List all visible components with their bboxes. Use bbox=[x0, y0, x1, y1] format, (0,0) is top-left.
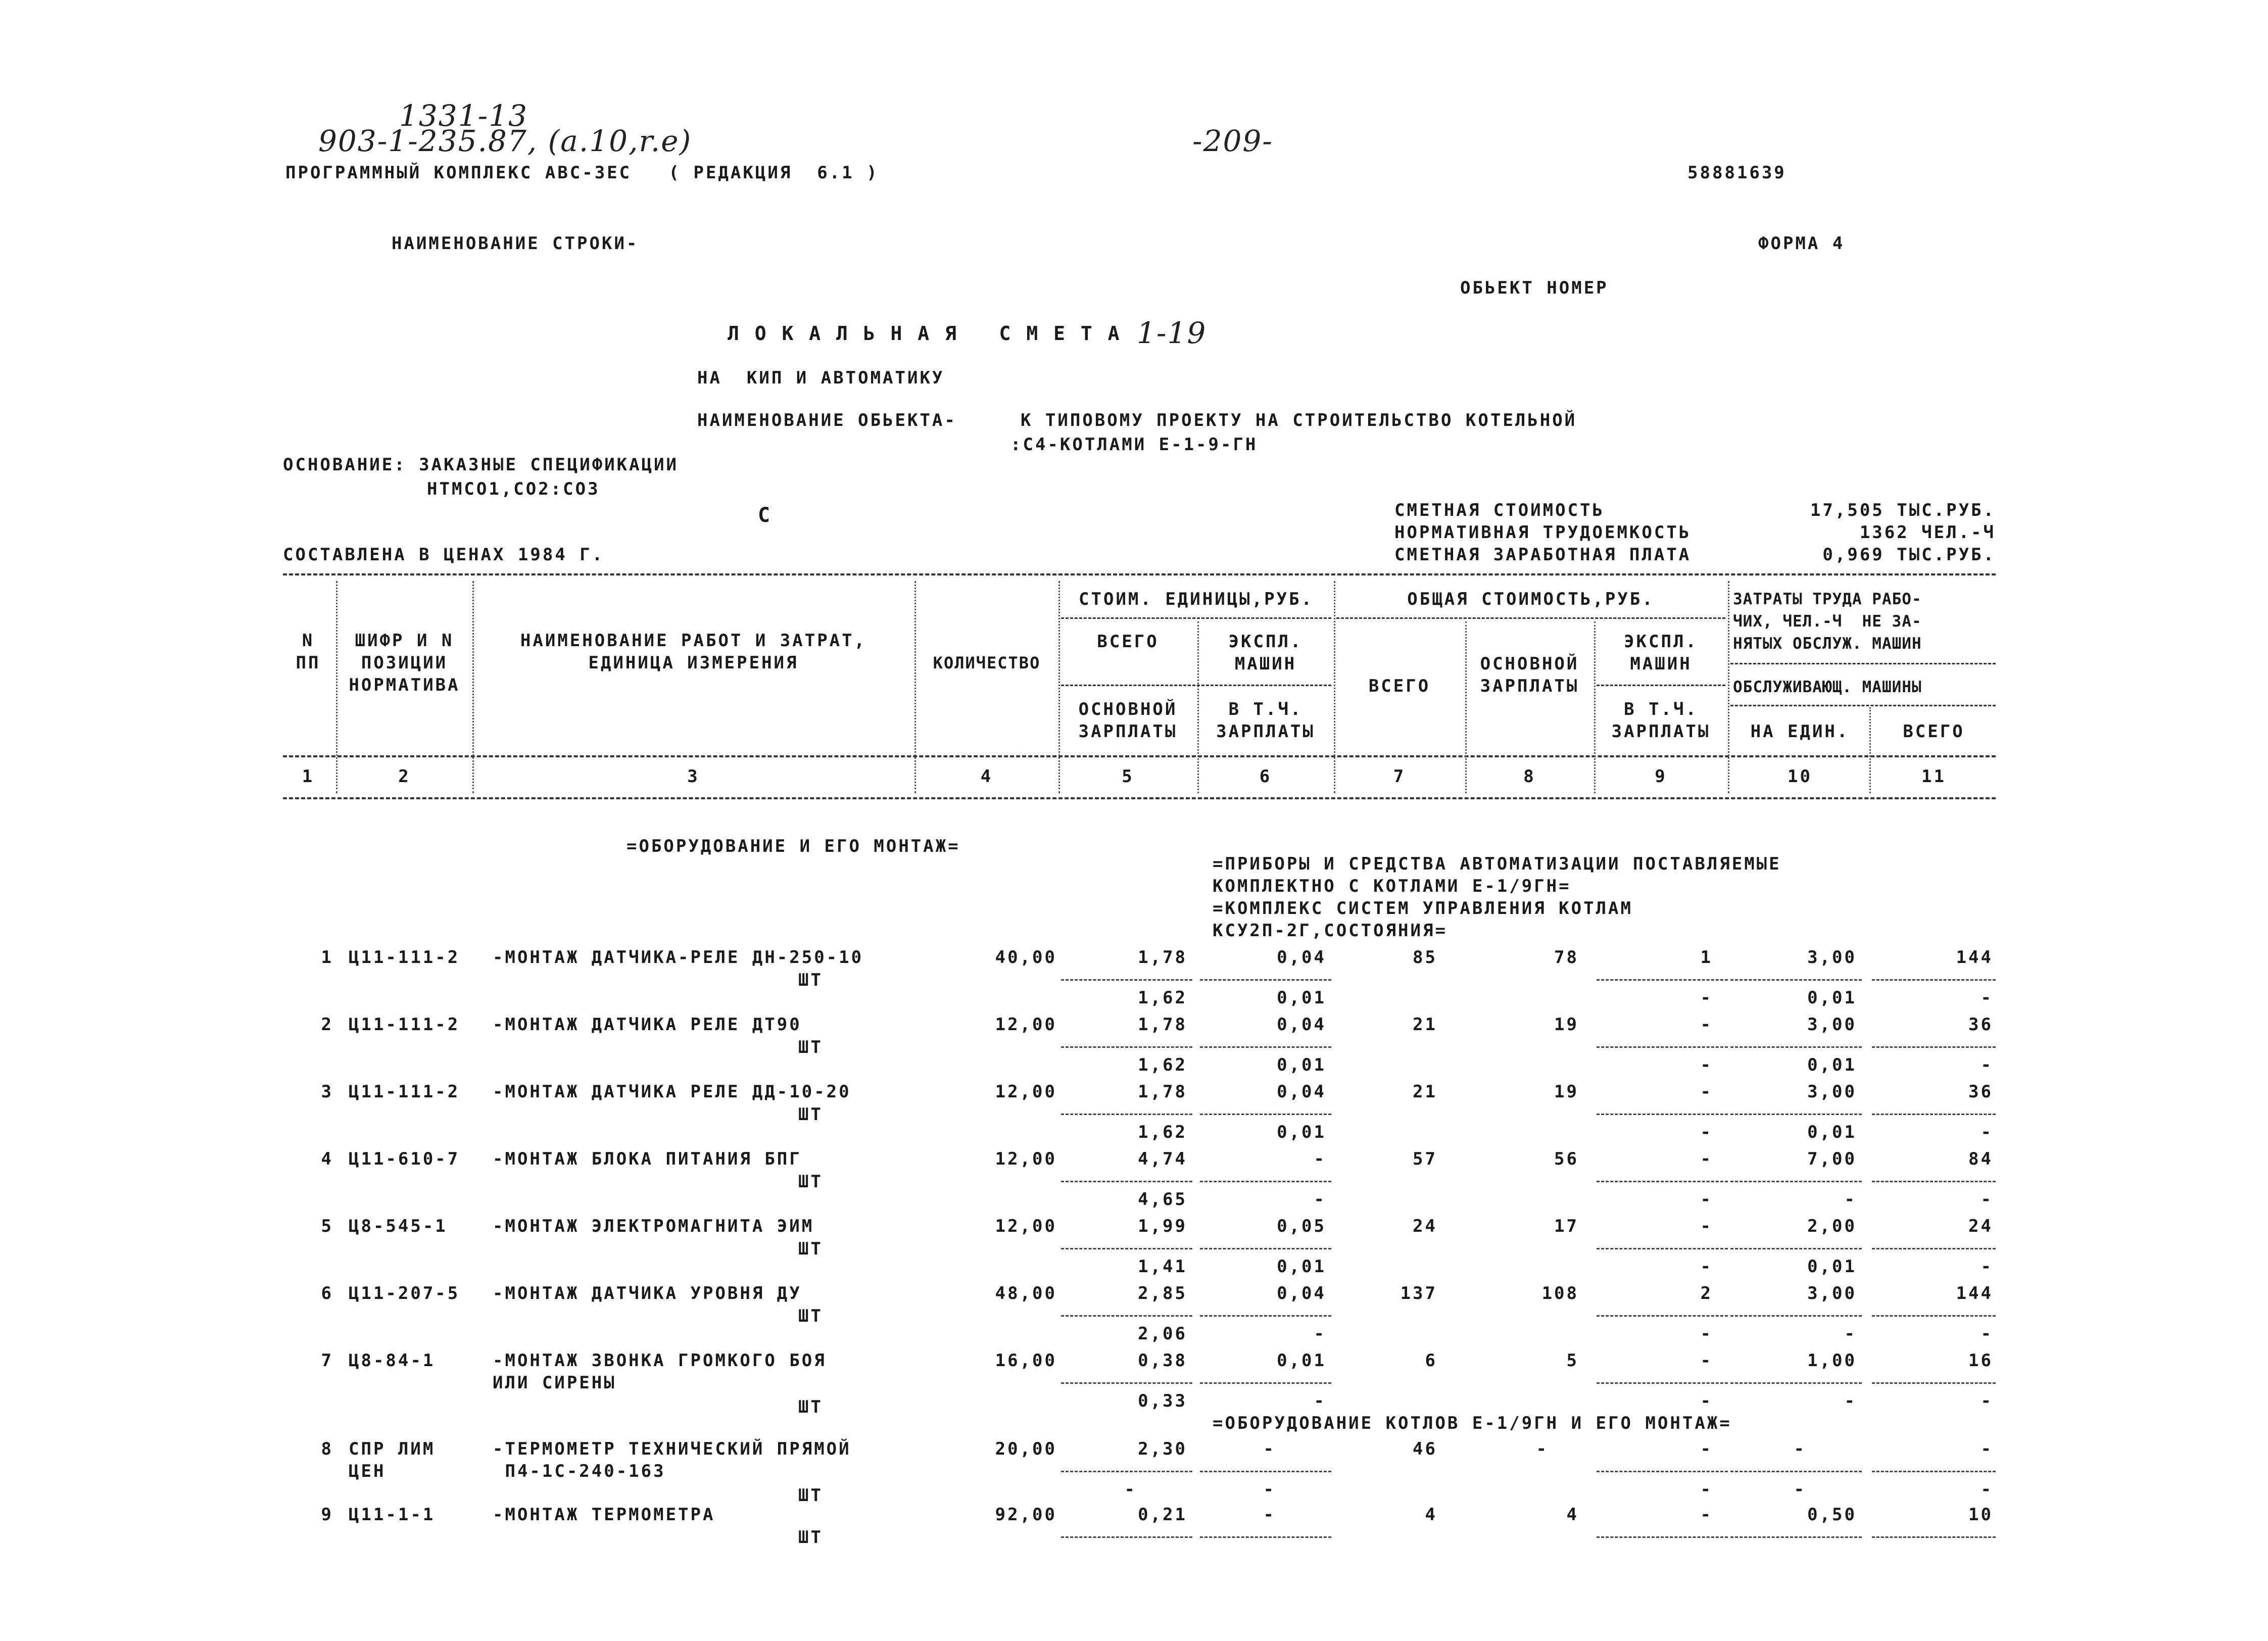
summary-value-labor: 1362 ЧЕЛ.-Ч bbox=[1859, 522, 1996, 543]
row-labor-total: 144 bbox=[1956, 947, 1993, 968]
row-labor-total-serv: - bbox=[1981, 1479, 1993, 1500]
total-cost-header: ОБЩАЯ СТОИМОСТЬ,РУБ. bbox=[1407, 589, 1655, 609]
cell-sub-rule bbox=[1730, 1315, 1862, 1317]
cell-sub-rule bbox=[1200, 1382, 1331, 1384]
row-total-wage: 56 bbox=[1554, 1149, 1579, 1169]
row-total: 46 bbox=[1413, 1439, 1437, 1459]
row-unit-mach: - bbox=[1263, 1505, 1276, 1525]
cell-sub-rule bbox=[1597, 1046, 1728, 1048]
row-labor-unit: 3,00 bbox=[1807, 1283, 1857, 1304]
row-number: 8 bbox=[321, 1439, 333, 1459]
row-name: -МОНТАЖ БЛОКА ПИТАНИЯ БПГ bbox=[493, 1149, 802, 1169]
row-total-mach: - bbox=[1700, 1216, 1713, 1236]
cell-sub-rule bbox=[1730, 1382, 1862, 1384]
table-top-rule bbox=[283, 573, 1996, 575]
row-unit-mach: 0,04 bbox=[1277, 1015, 1326, 1035]
row-total-mach: - bbox=[1700, 1350, 1713, 1371]
row-total-incl: - bbox=[1700, 1257, 1713, 1277]
unit-incl-header-line1: В Т.Ч. bbox=[1228, 699, 1303, 719]
row-labor-unit-serv: 0,01 bbox=[1807, 988, 1857, 1008]
col2-header-line1: ШИФР И N bbox=[355, 631, 454, 651]
row-total-incl: - bbox=[1700, 988, 1713, 1008]
header-inner-rule bbox=[1061, 685, 1331, 686]
col-number: 6 bbox=[1259, 766, 1272, 787]
header-inner-rule bbox=[1730, 663, 1996, 664]
cell-sub-rule bbox=[1200, 1181, 1331, 1182]
row-labor-unit: 3,00 bbox=[1807, 1082, 1857, 1102]
row-total-incl: - bbox=[1700, 1055, 1713, 1075]
col-sep bbox=[1728, 581, 1729, 793]
row-unit-incl: 0,01 bbox=[1277, 988, 1326, 1008]
cell-sub-rule bbox=[1061, 1114, 1192, 1115]
row-total: 137 bbox=[1400, 1283, 1437, 1304]
summary-label-cost: СМЕТНАЯ СТОИМОСТЬ bbox=[1394, 500, 1605, 520]
row-code-line2: ЦЕН bbox=[349, 1461, 386, 1481]
object-number-label: ОБЬЕКТ НОМЕР bbox=[1460, 278, 1609, 298]
cell-sub-rule bbox=[1872, 1315, 1996, 1317]
row-total: 21 bbox=[1413, 1015, 1437, 1035]
row-unit: ШТ bbox=[798, 1397, 823, 1417]
row-number: 2 bbox=[321, 1015, 333, 1035]
total-mach-header-line2: МАШИН bbox=[1630, 654, 1692, 674]
row-labor-total-serv: - bbox=[1981, 1122, 1993, 1142]
row-name: -МОНТАЖ ЗВОНКА ГРОМКОГО БОЯ bbox=[493, 1350, 827, 1371]
col-number: 11 bbox=[1921, 766, 1946, 787]
row-labor-unit-serv: 0,01 bbox=[1807, 1055, 1857, 1075]
row-labor-total-serv: - bbox=[1981, 1189, 1993, 1210]
cell-sub-rule bbox=[1597, 1536, 1728, 1538]
handwritten-top-code: 1331-13 bbox=[399, 99, 528, 133]
col3-header-line2: ЕДИНИЦА ИЗМЕРЕНИЯ bbox=[588, 653, 799, 673]
row-total-mach: 1 bbox=[1700, 947, 1713, 968]
row-unit: ШТ bbox=[798, 1239, 823, 1259]
col-sep bbox=[1465, 621, 1467, 793]
cell-sub-rule bbox=[1730, 1181, 1862, 1182]
col1-header-line2: ПП bbox=[296, 653, 321, 673]
cell-sub-rule bbox=[1200, 1471, 1331, 1472]
row-unit-incl: - bbox=[1314, 1391, 1326, 1411]
object-name-line2: :С4-КОТЛАМИ Е-1-9-ГН bbox=[1010, 435, 1258, 455]
col-sep bbox=[1334, 581, 1335, 793]
cell-sub-rule bbox=[1597, 1114, 1728, 1115]
total-wage-header-line2: ЗАРПЛАТЫ bbox=[1480, 676, 1579, 696]
cell-sub-rule bbox=[1872, 1471, 1996, 1472]
row-number: 4 bbox=[321, 1149, 333, 1169]
cell-sub-rule bbox=[1872, 1248, 1996, 1249]
cell-sub-rule bbox=[1061, 1382, 1192, 1384]
cell-sub-rule bbox=[1730, 1046, 1862, 1048]
row-unit: ШТ bbox=[798, 1104, 823, 1125]
col-sep bbox=[1869, 707, 1871, 793]
row-unit: ШТ bbox=[798, 1527, 823, 1548]
row-code: Ц8-545-1 bbox=[349, 1216, 448, 1236]
cell-sub-rule bbox=[1872, 1114, 1996, 1115]
header-inner-rule bbox=[1597, 685, 1725, 686]
row-labor-total: 36 bbox=[1968, 1015, 1993, 1035]
row-unit-wage: 1,62 bbox=[1138, 1122, 1187, 1142]
row-total-incl: - bbox=[1700, 1189, 1713, 1210]
row-total-wage: 19 bbox=[1554, 1082, 1579, 1102]
cell-sub-rule bbox=[1200, 1315, 1331, 1317]
summary-value-cost: 17,505 ТЫС.РУБ. bbox=[1810, 500, 1996, 520]
row-total-wage: 4 bbox=[1566, 1505, 1579, 1525]
unit-wage-header-line1: ОСНОВНОЙ bbox=[1078, 699, 1178, 719]
table-header-rule bbox=[283, 755, 1996, 757]
cell-sub-rule bbox=[1872, 979, 1996, 981]
summary-label-wages: СМЕТНАЯ ЗАРАБОТНАЯ ПЛАТА bbox=[1394, 545, 1692, 565]
labor-total-header: ВСЕГО bbox=[1903, 721, 1965, 742]
row-total-wage: 78 bbox=[1554, 947, 1579, 968]
stamp-mark: С bbox=[758, 504, 773, 527]
row-total: 6 bbox=[1425, 1350, 1437, 1371]
row-unit-incl: 0,01 bbox=[1277, 1257, 1326, 1277]
prices-basis: СОСТАВЛЕНА В ЦЕНАХ 1984 Г. bbox=[283, 545, 605, 565]
cell-sub-rule bbox=[1597, 1315, 1728, 1317]
row-code: СПР ЛИМ bbox=[349, 1439, 436, 1459]
row-labor-total-serv: - bbox=[1981, 1324, 1993, 1344]
unit-mach-header-line1: ЭКСПЛ. bbox=[1228, 632, 1303, 652]
row-name: -МОНТАЖ ТЕРМОМЕТРА bbox=[493, 1505, 715, 1525]
row-unit-wage: 1,62 bbox=[1138, 1055, 1187, 1075]
cell-sub-rule bbox=[1597, 1181, 1728, 1182]
labor-unit-header: НА ЕДИН. bbox=[1750, 721, 1850, 742]
row-labor-total: 10 bbox=[1968, 1505, 1993, 1525]
row-unit-incl: 0,01 bbox=[1277, 1055, 1326, 1075]
header-inner-rule bbox=[1336, 617, 1725, 619]
col-sep bbox=[914, 581, 916, 793]
row-labor-total-serv: - bbox=[1981, 988, 1993, 1008]
row-unit-wage: 0,33 bbox=[1138, 1391, 1187, 1411]
row-unit-total: 2,85 bbox=[1138, 1283, 1187, 1304]
cell-sub-rule bbox=[1061, 1248, 1192, 1249]
row-labor-unit: - bbox=[1794, 1439, 1806, 1459]
header-inner-rule bbox=[1730, 705, 1996, 706]
cell-sub-rule bbox=[1730, 1536, 1862, 1538]
row-unit-total: 1,99 bbox=[1138, 1216, 1187, 1236]
row-unit-total: 4,74 bbox=[1138, 1149, 1187, 1169]
row-total-wage: 108 bbox=[1541, 1283, 1579, 1304]
handwritten-estimate-suffix: 1-19 bbox=[1137, 316, 1207, 350]
row-labor-total-serv: - bbox=[1981, 1391, 1993, 1411]
row-number: 9 bbox=[321, 1505, 333, 1525]
cell-sub-rule bbox=[1872, 1382, 1996, 1384]
row-quantity: 12,00 bbox=[995, 1216, 1057, 1236]
row-unit-wage: 1,62 bbox=[1138, 988, 1187, 1008]
total-all-header: ВСЕГО bbox=[1368, 676, 1431, 696]
row-total: 4 bbox=[1425, 1505, 1437, 1525]
row-labor-unit: 3,00 bbox=[1807, 1015, 1857, 1035]
cell-sub-rule bbox=[1597, 1248, 1728, 1249]
row-unit-total: 0,38 bbox=[1138, 1350, 1187, 1371]
row-number: 5 bbox=[321, 1216, 333, 1236]
row-unit-wage: 4,65 bbox=[1138, 1189, 1187, 1210]
col-number: 4 bbox=[980, 766, 993, 787]
row-total-incl: - bbox=[1700, 1122, 1713, 1142]
section-equipment: =ОБОРУДОВАНИЕ И ЕГО МОНТАЖ= bbox=[626, 836, 960, 856]
handwritten-page-number: -209- bbox=[1192, 124, 1273, 158]
row-labor-total: - bbox=[1981, 1439, 1993, 1459]
row-number: 6 bbox=[321, 1283, 333, 1304]
section-devices-line2: КОМПЛЕКТНО С КОТЛАМИ Е-1/9ГН= bbox=[1213, 876, 1571, 896]
col-number: 5 bbox=[1122, 766, 1134, 787]
labor-serv-header: ОБСЛУЖИВАЮЩ. МАШИНЫ bbox=[1733, 678, 1922, 696]
row-unit-total: 2,30 bbox=[1138, 1439, 1187, 1459]
row-name: -МОНТАЖ ДАТЧИКА РЕЛЕ ДД-10-20 bbox=[493, 1082, 851, 1102]
total-incl-header-line2: ЗАРПЛАТЫ bbox=[1611, 721, 1711, 742]
form-label: ФОРМА 4 bbox=[1758, 233, 1845, 254]
cell-sub-rule bbox=[1730, 1114, 1862, 1115]
cell-sub-rule bbox=[1061, 1315, 1192, 1317]
row-total-incl: - bbox=[1700, 1324, 1713, 1344]
section-devices-line4: КСУ2П-2Г,СОСТОЯНИЯ= bbox=[1213, 921, 1447, 941]
row-code: Ц11-111-2 bbox=[349, 1082, 460, 1102]
row-unit: ШТ bbox=[798, 1172, 823, 1192]
row-total-incl: - bbox=[1700, 1391, 1713, 1411]
row-labor-total-serv: - bbox=[1981, 1055, 1993, 1075]
row-number: 3 bbox=[321, 1082, 333, 1102]
row-unit: ШТ bbox=[798, 1485, 823, 1506]
table-numbers-rule bbox=[283, 797, 1996, 799]
section-boilers: =ОБОРУДОВАНИЕ КОТЛОВ Е-1/9ГН И ЕГО МОНТАЖ= bbox=[1213, 1413, 1732, 1433]
unit-wage-header-line2: ЗАРПЛАТЫ bbox=[1078, 721, 1178, 742]
col1-header-line1: N bbox=[302, 631, 315, 651]
cell-sub-rule bbox=[1872, 1536, 1996, 1538]
row-quantity: 12,00 bbox=[995, 1149, 1057, 1169]
cell-sub-rule bbox=[1061, 1046, 1192, 1048]
header-inner-rule bbox=[1061, 617, 1331, 619]
row-labor-total: 84 bbox=[1968, 1149, 1993, 1169]
row-name: -МОНТАЖ ДАТЧИКА-РЕЛЕ ДН-250-10 bbox=[493, 947, 864, 968]
basis-line1: ОСНОВАНИЕ: ЗАКАЗНЫЕ СПЕЦИФИКАЦИИ bbox=[283, 455, 679, 475]
document-title: Л О К А Л Ь Н А Я С М Е Т А bbox=[728, 322, 1122, 345]
cell-sub-rule bbox=[1061, 1181, 1192, 1182]
labor-header-line3: НЯТЫХ ОБСЛУЖ. МАШИН bbox=[1733, 635, 1922, 653]
unit-incl-header-line2: ЗАРПЛАТЫ bbox=[1216, 721, 1315, 742]
row-unit-total: 1,78 bbox=[1138, 947, 1187, 968]
row-unit-mach: - bbox=[1263, 1439, 1276, 1459]
row-unit-total: 0,21 bbox=[1138, 1505, 1187, 1525]
col-sep bbox=[1594, 621, 1596, 793]
row-total-mach: - bbox=[1700, 1082, 1713, 1102]
row-total-mach: - bbox=[1700, 1149, 1713, 1169]
cell-sub-rule bbox=[1730, 979, 1862, 981]
row-unit-wage: - bbox=[1124, 1479, 1137, 1500]
row-code: Ц11-111-2 bbox=[349, 947, 460, 968]
unit-cost-header: СТОИМ. ЕДИНИЦЫ,РУБ. bbox=[1079, 589, 1314, 609]
row-unit-mach: - bbox=[1314, 1149, 1326, 1169]
cell-sub-rule bbox=[1597, 1471, 1728, 1472]
row-quantity: 92,00 bbox=[995, 1505, 1057, 1525]
total-wage-header-line1: ОСНОВНОЙ bbox=[1480, 654, 1579, 674]
row-total: 85 bbox=[1413, 947, 1437, 968]
row-name-line2: П4-1С-240-163 bbox=[493, 1461, 666, 1481]
line-name-label: НАИМЕНОВАНИЕ СТРОКИ- bbox=[392, 233, 639, 254]
total-incl-header-line1: В Т.Ч. bbox=[1624, 699, 1698, 719]
row-code: Ц11-111-2 bbox=[349, 1015, 460, 1035]
row-unit: ШТ bbox=[798, 1037, 823, 1057]
row-labor-unit: 1,00 bbox=[1807, 1350, 1857, 1371]
row-unit-mach: 0,04 bbox=[1277, 1283, 1326, 1304]
object-name-line1: К ТИПОВОМУ ПРОЕКТУ НА СТРОИТЕЛЬСТВО КОТЕЛЬНОЙ bbox=[1021, 410, 1577, 430]
col-sep bbox=[472, 581, 474, 793]
col-number: 2 bbox=[398, 766, 411, 787]
col-number: 3 bbox=[687, 766, 700, 787]
total-mach-header-line1: ЭКСПЛ. bbox=[1624, 632, 1698, 652]
labor-header-line1: ЗАТРАТЫ ТРУДА РАБО- bbox=[1733, 590, 1922, 608]
row-unit-incl: - bbox=[1314, 1324, 1326, 1344]
row-unit-mach: 0,01 bbox=[1277, 1350, 1326, 1371]
row-labor-total: 144 bbox=[1956, 1283, 1993, 1304]
row-unit-total: 1,78 bbox=[1138, 1082, 1187, 1102]
row-unit-total: 1,78 bbox=[1138, 1015, 1187, 1035]
row-unit-mach: 0,04 bbox=[1277, 1082, 1326, 1102]
cell-sub-rule bbox=[1872, 1046, 1996, 1048]
section-devices-line1: =ПРИБОРЫ И СРЕДСТВА АВТОМАТИЗАЦИИ ПОСТАВЛЯЕМЫЕ bbox=[1213, 854, 1781, 874]
row-labor-total: 24 bbox=[1968, 1216, 1993, 1236]
row-total: 21 bbox=[1413, 1082, 1437, 1102]
basis-line2: НТМСО1,СО2:СО3 bbox=[427, 479, 600, 499]
summary-value-wages: 0,969 ТЫС.РУБ. bbox=[1822, 545, 1996, 565]
row-unit-mach: 0,05 bbox=[1277, 1216, 1326, 1236]
cell-sub-rule bbox=[1200, 1046, 1331, 1048]
cell-sub-rule bbox=[1730, 1248, 1862, 1249]
row-total-wage: - bbox=[1536, 1439, 1549, 1459]
row-total-wage: 19 bbox=[1554, 1015, 1579, 1035]
row-code: Ц8-84-1 bbox=[349, 1350, 436, 1371]
row-quantity: 16,00 bbox=[995, 1350, 1057, 1371]
col-number: 9 bbox=[1655, 766, 1667, 787]
cell-sub-rule bbox=[1730, 1471, 1862, 1472]
row-labor-unit-serv: 0,01 bbox=[1807, 1122, 1857, 1142]
row-total-mach: - bbox=[1700, 1015, 1713, 1035]
col3-header-line1: НАИМЕНОВАНИЕ РАБОТ И ЗАТРАТ, bbox=[520, 631, 867, 651]
document-id: 58881639 bbox=[1687, 163, 1787, 183]
row-labor-unit-serv: - bbox=[1844, 1189, 1857, 1210]
cell-sub-rule bbox=[1597, 979, 1728, 981]
col4-header: КОЛИЧЕСТВО bbox=[933, 653, 1041, 672]
cell-sub-rule bbox=[1200, 1248, 1331, 1249]
section-devices-line3: =КОМПЛЕКС СИСТЕМ УПРАВЛЕНИЯ КОТЛАМ bbox=[1213, 898, 1633, 919]
row-name: -МОНТАЖ ДАТЧИКА УРОВНЯ ДУ bbox=[493, 1283, 802, 1304]
row-name: -МОНТАЖ ДАТЧИКА РЕЛЕ ДТ90 bbox=[493, 1015, 802, 1035]
labor-header-line2: ЧИХ, ЧЕЛ.-Ч НЕ ЗА- bbox=[1733, 612, 1922, 631]
row-unit-incl: - bbox=[1314, 1189, 1326, 1210]
cell-sub-rule bbox=[1061, 979, 1192, 981]
estimate-subject: НА КИП И АВТОМАТИКУ bbox=[697, 368, 945, 388]
col-sep bbox=[1058, 581, 1060, 793]
row-code: Ц11-207-5 bbox=[349, 1283, 460, 1304]
row-unit-wage: 1,41 bbox=[1138, 1257, 1187, 1277]
row-labor-total: 16 bbox=[1968, 1350, 1993, 1371]
cell-sub-rule bbox=[1200, 1536, 1331, 1538]
row-number: 1 bbox=[321, 947, 333, 968]
col-number: 10 bbox=[1788, 766, 1812, 787]
handwritten-project-code: 903-1-235.87, (a.10,r.e) bbox=[318, 124, 692, 158]
row-labor-unit-serv: 0,01 bbox=[1807, 1257, 1857, 1277]
cell-sub-rule bbox=[1872, 1181, 1996, 1182]
row-name: -ТЕРМОМЕТР ТЕХНИЧЕСКИЙ ПРЯМОЙ bbox=[493, 1439, 851, 1459]
row-labor-total: 36 bbox=[1968, 1082, 1993, 1102]
cell-sub-rule bbox=[1200, 1114, 1331, 1115]
row-name: -МОНТАЖ ЭЛЕКТРОМАГНИТА ЭИМ bbox=[493, 1216, 814, 1236]
unit-mach-header-line2: МАШИН bbox=[1234, 654, 1297, 674]
row-quantity: 12,00 bbox=[995, 1015, 1057, 1035]
row-labor-unit: 2,00 bbox=[1807, 1216, 1857, 1236]
row-labor-unit-serv: - bbox=[1794, 1479, 1806, 1500]
row-quantity: 48,00 bbox=[995, 1283, 1057, 1304]
row-unit-incl: - bbox=[1263, 1479, 1276, 1500]
row-number: 7 bbox=[321, 1350, 333, 1371]
unit-total-header: ВСЕГО bbox=[1097, 632, 1159, 652]
row-total-wage: 5 bbox=[1566, 1350, 1579, 1371]
row-total-wage: 17 bbox=[1554, 1216, 1579, 1236]
cell-sub-rule bbox=[1061, 1536, 1192, 1538]
cell-sub-rule bbox=[1061, 1471, 1192, 1472]
row-quantity: 40,00 bbox=[995, 947, 1057, 968]
row-labor-unit: 7,00 bbox=[1807, 1149, 1857, 1169]
row-labor-unit-serv: - bbox=[1844, 1324, 1857, 1344]
col2-header-line3: НОРМАТИВА bbox=[349, 675, 460, 695]
row-total: 57 bbox=[1413, 1149, 1437, 1169]
row-code: Ц11-1-1 bbox=[349, 1505, 436, 1525]
row-unit: ШТ bbox=[798, 1306, 823, 1326]
col-number: 8 bbox=[1523, 766, 1536, 787]
row-total-mach: 2 bbox=[1700, 1283, 1713, 1304]
summary-label-labor: НОРМАТИВНАЯ ТРУДОЕМКОСТЬ bbox=[1394, 522, 1692, 543]
row-unit-mach: 0,04 bbox=[1277, 947, 1326, 968]
row-unit: ШТ bbox=[798, 970, 823, 990]
row-quantity: 20,00 bbox=[995, 1439, 1057, 1459]
row-total-incl: - bbox=[1700, 1479, 1713, 1500]
row-unit-incl: 0,01 bbox=[1277, 1122, 1326, 1142]
col-sep bbox=[1197, 621, 1199, 793]
row-unit-wage: 2,06 bbox=[1138, 1324, 1187, 1344]
row-total-mach: - bbox=[1700, 1439, 1713, 1459]
cell-sub-rule bbox=[1597, 1382, 1728, 1384]
row-code: Ц11-610-7 bbox=[349, 1149, 460, 1169]
row-total-mach: - bbox=[1700, 1505, 1713, 1525]
row-labor-unit: 3,00 bbox=[1807, 947, 1857, 968]
col-number: 7 bbox=[1393, 766, 1406, 787]
row-labor-total-serv: - bbox=[1981, 1257, 1993, 1277]
row-quantity: 12,00 bbox=[995, 1082, 1057, 1102]
program-info: ПРОГРАММНЫЙ КОМПЛЕКС АВС-ЗЕС ( РЕДАКЦИЯ 6.1 ) bbox=[285, 163, 879, 183]
row-labor-unit: 0,50 bbox=[1807, 1505, 1857, 1525]
row-labor-unit-serv: - bbox=[1844, 1391, 1857, 1411]
col2-header-line2: ПОЗИЦИИ bbox=[361, 653, 448, 673]
cell-sub-rule bbox=[1200, 979, 1331, 981]
object-name-label: НАИМЕНОВАНИЕ ОБЬЕКТА- bbox=[697, 410, 957, 430]
col-number: 1 bbox=[302, 766, 315, 787]
row-total: 24 bbox=[1413, 1216, 1437, 1236]
row-name-line2: ИЛИ СИРЕНЫ bbox=[493, 1373, 616, 1393]
